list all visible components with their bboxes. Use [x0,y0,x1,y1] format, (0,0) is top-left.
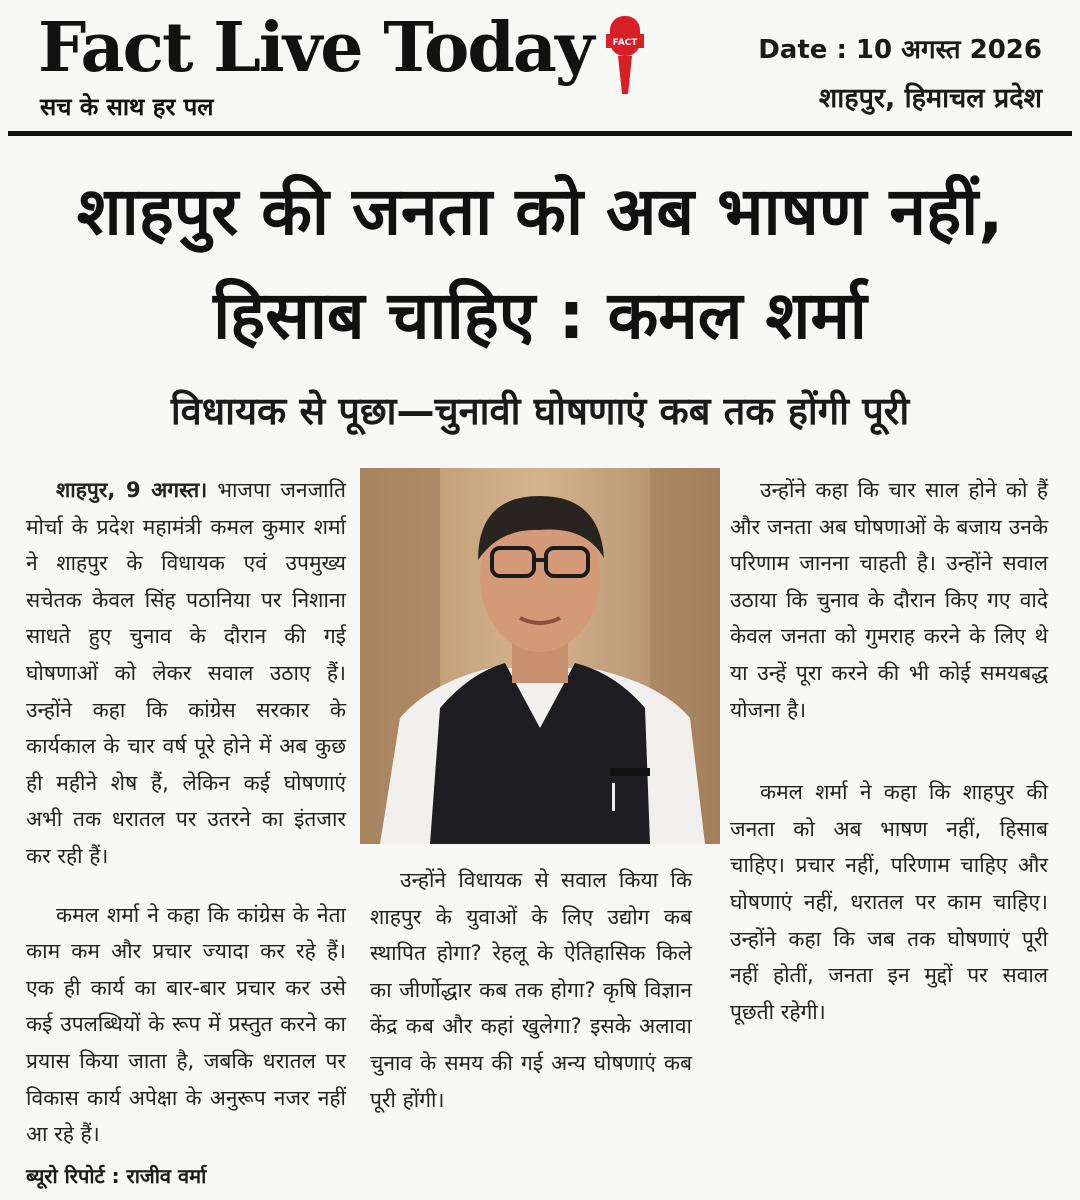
portrait-photo [360,468,720,844]
article-paragraph [26,472,346,875]
issue-date: Date : 10 अगस्त 2026 [758,35,1042,65]
subheadline: विधायक से पूछा—चुनावी घोषणाएं कब तक होंगी पूरी [170,389,910,433]
article-paragraph: कमल शर्मा ने कहा कि शाहपुर की जनता को अब भाषण नहीं, हिसाब चाहिए। प्रचार नहीं, परिणाम चाहिए और घोषणाएं नहीं, धरातल पर काम चाहिए। उन्होंने कहा कि जब तक घोषणाएं पूरी नहीं होतीं, जनता इन मुद्दों पर सवाल पूछती रहेगी। [730,780,1048,1024]
article-paragraph: उन्होंने विधायक से सवाल किया कि शाहपुर के युवाओं के लिए उद्योग कब स्थापित होगा? रेहलू के ऐतिहासिक किले का जीर्णोद्धार कब तक होगा? कृषि विज्ञान केंद्र कब और कहां खुलेगा? इसके अलावा चुनाव के समय की गई अन्य घोषणाएं कब पूरी होंगी। [370,868,692,1112]
masthead-divider [8,131,1072,136]
issue-location: शाहपुर, हिमाचल प्रदेश [818,83,1042,114]
article-paragraph: कमल शर्मा ने कहा कि कांग्रेस के नेता काम कम और प्रचार ज्यादा कर रहे हैं। एक ही कार्य का बार-बार प्रचार कर उसे कई उपलब्धियों के रूप में प्रस्तुत करने का प्रयास किया जाता है, जबकि धरातल पर विकास कार्य अपेक्षा के अनुरूप नजर नहीं आ रहे हैं। [26,902,346,1147]
tagline: सच के साथ हर पल [40,93,214,121]
microphone-logo-icon [600,14,650,98]
headline-line-2: हिसाब चाहिए : कमल शर्मा [213,277,867,354]
newspaper-title: Fact Live Today [38,8,593,88]
headline-line-1: शाहपुर की जनता को अब भाषण नहीं, [76,173,1004,250]
mic-label: FACT [612,38,638,48]
article-paragraph: उन्होंने कहा कि चार साल होने को हैं और जनता अब घोषणाओं के बजाय उनके परिणाम जानना चाहती है। उन्होंने सवाल उठाया कि चुनाव के दौरान किए गए वादे केवल जनता को गुमराह करने के लिए थे या उन्हें पूरा करने की भी कोई समयबद्ध योजना है। [730,478,1048,722]
article-lead: शाहपुर, 9 अगस्त। [56,478,208,502]
byline: ब्यूरो रिपोर्ट : राजीव वर्मा [26,1164,207,1188]
portrait-image [360,468,720,844]
article-column-1 [26,472,346,1153]
article-column-2 [370,862,692,1118]
article-text: भाजपा जनजाति मोर्चा के प्रदेश महामंत्री कमल कुमार शर्मा ने शाहपुर के विधायक एवं उपमुख्य सचेतक केवल सिंह पठानिया पर निशाना साधते हुए चुनाव के दौरान की गई घोषणाओं को लेकर सवाल उठाए हैं। उन्होंने कहा कि कांग्रेस सरकार के कार्यकाल के चार वर्ष पूरे होने में अब कुछ ही महीने शेष हैं, लेकिन कई घोषणाएं अभी तक धरातल पर उतरने का इंतजार कर रही हैं। [26,478,346,868]
masthead [0,0,1080,140]
article-column-3 [730,472,1048,1030]
headline [10,160,1070,368]
